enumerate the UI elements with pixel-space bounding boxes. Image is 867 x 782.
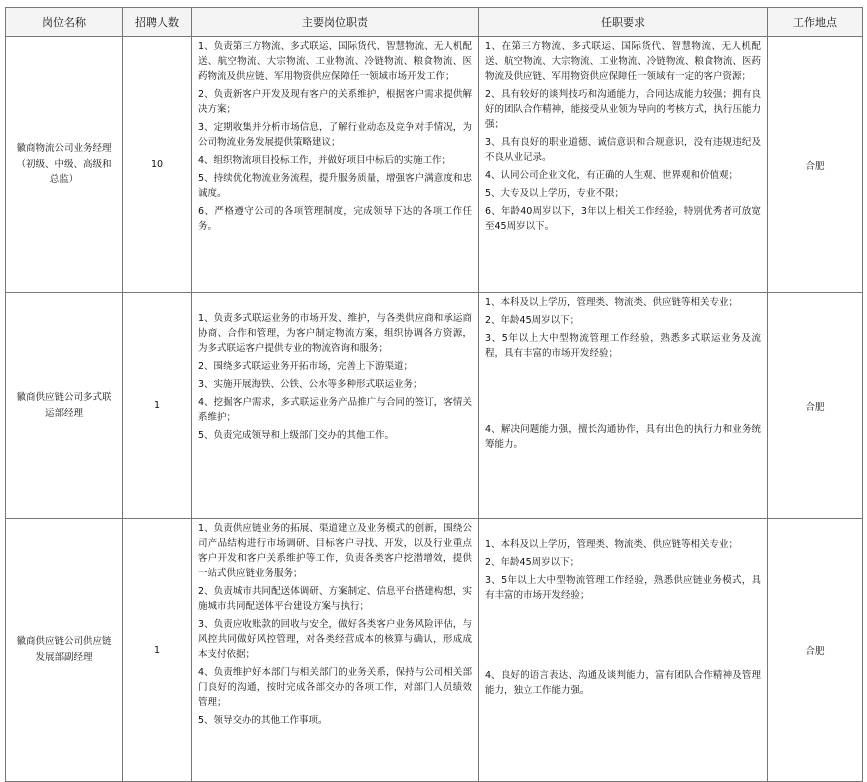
requirement-item: 1、本科及以上学历，管理类、物流类、供应链等相关专业； bbox=[485, 539, 739, 550]
requirement-item: 2、具有较好的谈判技巧和沟通能力，合同达成能力较强；拥有良好的团队合作精神，能接受从业领为导向的考核方式，执行压能力强； bbox=[485, 89, 761, 130]
requirement-item: 1、在第三方物流、多式联运、国际货代、智慧物流、无人机配送、航空物流、大宗物流、工业物流、冷链物流、粮食物流、医药物流及供应链、军用物资供应保障任一领域有一定的客户资源； bbox=[485, 41, 761, 82]
duties-cell bbox=[192, 37, 479, 293]
header-position: 岗位名称 bbox=[6, 8, 123, 37]
requirement-item: 5、大专及以上学历，专业不限； bbox=[485, 188, 625, 199]
requirement-item: 2、年龄45周岁以下； bbox=[485, 557, 580, 568]
requirement-item: 4、认同公司企业文化，有正确的人生观、世界观和价值观； bbox=[485, 170, 739, 181]
duty-item: 6、严格遵守公司的各项管理制度，完成领导下达的各项工作任务。 bbox=[198, 206, 472, 232]
location-cell: 合肥 bbox=[768, 293, 863, 519]
duties-cell bbox=[192, 293, 479, 519]
duty-item: 3、实施开展海铁、公铁、公水等多种形式联运业务； bbox=[198, 379, 423, 390]
duty-item: 1、负责多式联运业务的市场开发、维护，与各类供应商和承运商协商、合作和管理，为客户制定物流方案，组织协调各方资源，为多式联运客户提供专业的物流咨询和服务； bbox=[198, 313, 472, 354]
position-name: 徽商物流公司业务经理 bbox=[16, 142, 112, 154]
count-cell: 1 bbox=[123, 293, 192, 519]
count-cell: 1 bbox=[123, 519, 192, 782]
duties-cell bbox=[192, 519, 479, 782]
duty-item: 5、负责完成领导和上级部门交办的其他工作。 bbox=[198, 430, 395, 441]
spacer bbox=[485, 364, 761, 422]
requirements-cell bbox=[479, 37, 768, 293]
duty-item: 3、定期收集并分析市场信息，了解行业动态及竞争对手情况，为公司物流业务发展提供策略建议； bbox=[198, 122, 472, 148]
table-header-row bbox=[6, 8, 863, 37]
duty-item: 2、围绕多式联运业务开拓市场，完善上下游渠道； bbox=[198, 361, 414, 372]
count-cell: 10 bbox=[123, 37, 192, 293]
header-requirements: 任职要求 bbox=[479, 8, 768, 37]
location-cell: 合肥 bbox=[768, 519, 863, 782]
position-cell bbox=[6, 519, 123, 782]
recruitment-table bbox=[5, 7, 863, 782]
position-cell bbox=[6, 293, 123, 519]
requirement-item: 4、解决问题能力强，擅长沟通协作，具有出色的执行力和业务统筹能力。 bbox=[485, 424, 761, 450]
requirements-cell bbox=[479, 519, 768, 782]
header-count: 招聘人数 bbox=[123, 8, 192, 37]
table-row bbox=[6, 37, 863, 293]
position-levels: （初级、中级、高级和总监） bbox=[16, 158, 112, 186]
requirement-item: 4、良好的语言表达、沟通及谈判能力，富有团队合作精神及管理能力，独立工作能力强。 bbox=[485, 670, 761, 696]
header-duties: 主要岗位职责 bbox=[192, 8, 479, 37]
duty-item: 1、负责供应链业务的拓展、渠道建立及业务模式的创新，围绕公司产品结构进行市场调研、目标客户寻找、开发，以及行业重点客户开发和客户关系维护等工作，负责各类客户挖潜增效，提供一站式供应链业务服务； bbox=[198, 523, 472, 579]
duty-item: 4、挖掘客户需求，多式联运业务产品推广与合同的签订，客情关系维护； bbox=[198, 397, 472, 423]
location-cell: 合肥 bbox=[768, 37, 863, 293]
requirement-item: 3、5年以上大中型物流管理工作经验，熟悉多式联运业务及流程，具有丰富的市场开发经验； bbox=[485, 333, 761, 359]
duty-item: 1、负责第三方物流、多式联运、国际货代、智慧物流、无人机配送、航空物流、大宗物流、工业物流、冷链物流、粮食物流、医药物流及供应链、军用物资供应保障任一领域市场开发工作； bbox=[198, 41, 472, 82]
requirement-item: 3、5年以上大中型物流管理工作经验，熟悉供应链业务模式，具有丰富的市场开发经验； bbox=[485, 575, 761, 601]
duty-item: 5、领导交办的其他工作事项。 bbox=[198, 715, 328, 726]
duty-item: 4、负责维护好本部门与相关部门的业务关系，保持与公司相关部门良好的沟通，按时完成各部交办的各项工作，对部门人员绩效管理； bbox=[198, 667, 472, 708]
header-location: 工作地点 bbox=[768, 8, 863, 37]
position-cell bbox=[6, 37, 123, 293]
table-row bbox=[6, 293, 863, 519]
requirements-cell bbox=[479, 293, 768, 519]
table-row bbox=[6, 519, 863, 782]
duty-item: 2、负责新客户开发及现有客户的关系维护，根据客户需求提供解决方案； bbox=[198, 89, 472, 115]
duty-item: 2、负责城市共同配送体调研、方案制定、信息平台搭建构想，实施城市共同配送体平台建设方案与执行； bbox=[198, 586, 472, 612]
requirement-item: 1、本科及以上学历，管理类、物流类、供应链等相关专业； bbox=[485, 297, 739, 308]
requirement-item: 3、具有良好的职业道德、诚信意识和合规意识，没有违规违纪及不良从业记录。 bbox=[485, 137, 761, 163]
requirement-item: 6、年龄40周岁以下，3年以上相关工作经验，特别优秀者可放宽至45周岁以下。 bbox=[485, 206, 761, 232]
spacer bbox=[485, 606, 761, 668]
position-name: 徽商供应链公司多式联运部经理 bbox=[16, 391, 112, 419]
duty-item: 3、负责应收账款的回收与安全，做好各类客户业务风险评估，与风控共同做好风控管理，对各类经营成本的核算与确认，形成成本支付依据； bbox=[198, 619, 472, 660]
duty-item: 5、持续优化物流业务流程，提升服务质量，增强客户满意度和忠诚度。 bbox=[198, 173, 472, 199]
requirement-item: 2、年龄45周岁以下； bbox=[485, 315, 580, 326]
position-name: 徽商供应链公司供应链发展部副经理 bbox=[16, 636, 112, 663]
duty-item: 4、组织物流项目投标工作，并做好项目中标后的实施工作； bbox=[198, 155, 452, 166]
